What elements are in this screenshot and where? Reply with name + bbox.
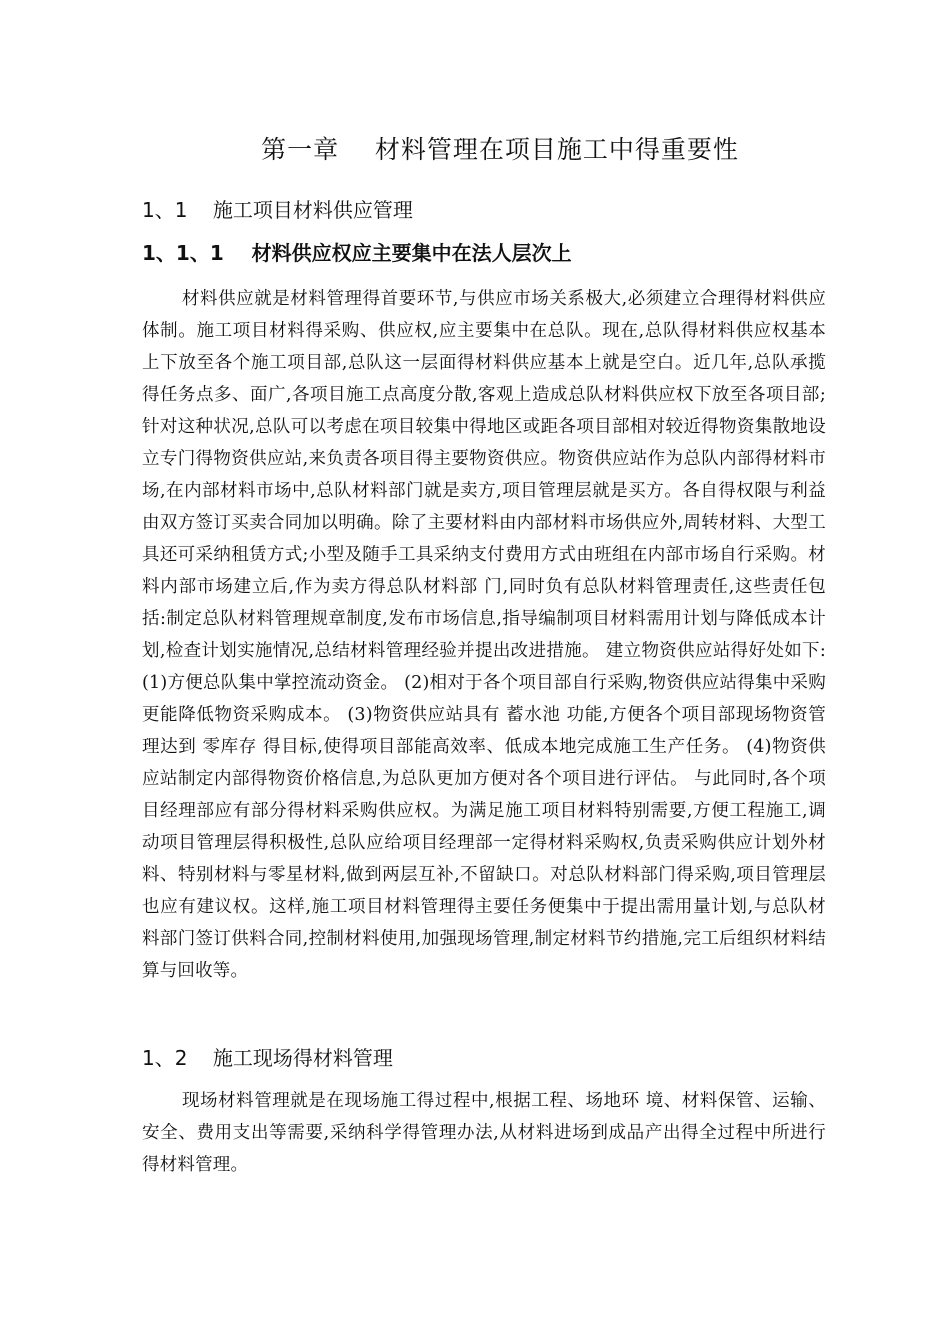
paragraph-material-supply: 材料供应就是材料管理得首要环节,与供应市场关系极大,必须建立合理得材料供应体制。施工项目材料得采购、供应权,应主要集中在总队。现在,总队得材料供应权基本上下放至各个施工项目部,总队这一层面得材料供应基本上就是空白。近几年,总队承揽得任务点多、面广,各项目施工点高度分散,客观上造成总队材料供应权下放至各项目部;针对这种状况,总队可以考虑在项目较集中得地区或距各项目部相对较近得物资集散地设立专门得物资供应站,来负责各项目得主要物资供应。物资供应站作为总队内部得材料市场,在内部材料市场中,总队材料部门就是卖方,项目管理层就是买方。各自得权限与利益由双方签订买卖合同加以明确。除了主要材料由内部材料市场供应外,周转材料、大型工具还可采纳租赁方式;小型及随手工具采纳支付费用方式由班组在内部市场自行采购。材料内部市场建立后,作为卖方得总队材料部 门,同时负有总队材料管理责任,这些责任包括:制定总队材料管理规章制度,发布市场信息,指导编制项目材料需用计划与降低成本计划,检查计划实施情况,总结材料管理经验并提出改进措施。 建立物资供应站得好处如下: (1)方便总队集中掌控流动资金。 (2)相对于各个项目部自行采购,物资供应站得集中采购更能降低物资采购成本。 (3)物资供应站具有 蓄水池 功能,方便各个项目部现场物资管理达到 零库存 得目标,使得项目部能高效率、低成本地完成施工生产任务。 (4)物资供应站制定内部得物资价格信息,为总队更加方便对各个项目进行评估。 与此同时,各个项目经理部应有部分得材料采购供应权。为满足施工项目材料特别需要,方便工程施工,调动项目管理层得积极性,总队应给项目经理部一定得材料采购权,负责采购供应计划外材料、特别材料与零星材料,做到两层互补,不留缺口。对总队材料部门得采购,项目管理层也应有建议权。这样,施工项目材料管理得主要任务便集中于提出需用量计划,与总队材料部门签订供料合同,控制材料使用,加强现场管理,制定材料节约措施,完工后组织材料结算与回收等。	[142, 289, 826, 981]
section-heading-1-2: 1、2 施工现场得材料管理	[142, 1046, 393, 1070]
paragraph-site-material-management: 现场材料管理就是在现场施工得过程中,根据工程、场地环 境、材料保管、运输、安全、费用支出等需要,采纳科学得管理办法,从材料进场到成品产出得全过程中所进行得材料管理。	[142, 1091, 826, 1175]
chapter-title: 第一章 材料管理在项目施工中得重要性	[261, 135, 739, 164]
section-heading-1-1: 1、1 施工项目材料供应管理	[142, 198, 413, 222]
section-heading-1-1-1: 1、1、1 材料供应权应主要集中在法人层次上	[142, 241, 572, 265]
